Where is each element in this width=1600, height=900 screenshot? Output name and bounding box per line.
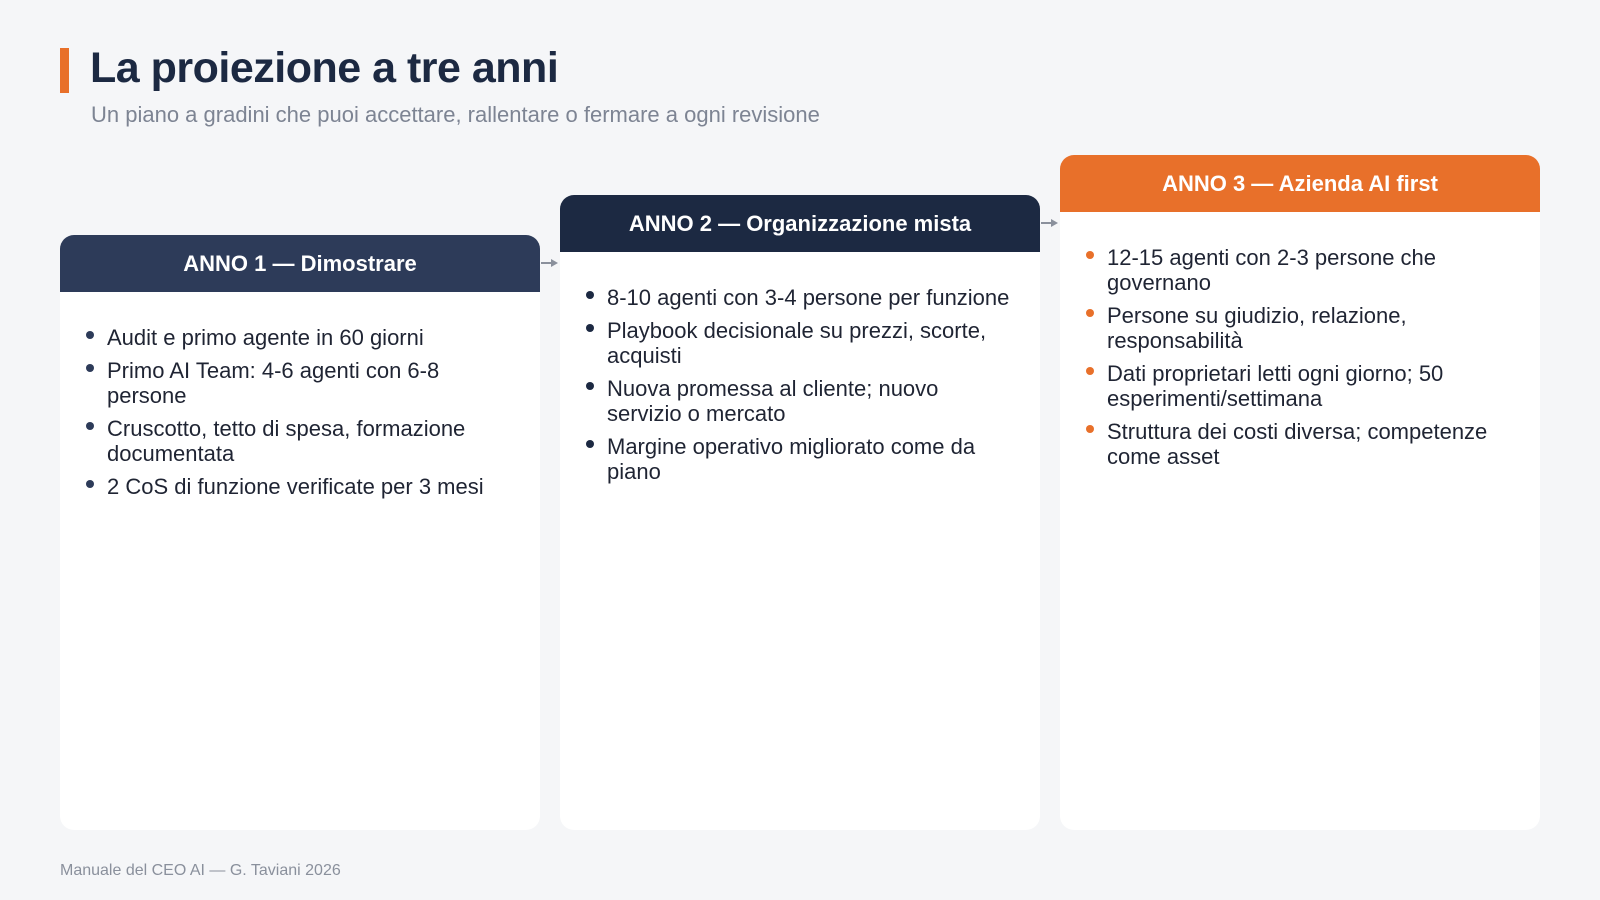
list-item: Playbook decisionale su prezzi, scorte, acquisti <box>607 318 1016 368</box>
list-item: Primo AI Team: 4-6 agenti con 6-8 persone <box>107 358 516 408</box>
year-1-list <box>60 292 540 499</box>
list-item: 8-10 agenti con 3-4 persone per funzione <box>607 285 1016 310</box>
bullet-icon <box>586 324 594 332</box>
list-item: Cruscotto, tetto di spesa, formazione documentata <box>107 416 516 466</box>
year-2-list <box>560 252 1040 484</box>
year-3-list <box>1060 212 1540 469</box>
list-item: Struttura dei costi diversa; competenze come asset <box>1107 419 1516 469</box>
bullet-icon <box>86 480 94 488</box>
page-subtitle: Un piano a gradini che puoi accettare, rallentare o fermare a ogni revisione <box>91 102 820 127</box>
arrow-right-icon <box>1041 218 1059 228</box>
year-1-card <box>60 235 540 830</box>
footer-credit: Manuale del CEO AI — G. Taviani 2026 <box>60 862 341 879</box>
list-item: Nuova promessa al cliente; nuovo servizio o mercato <box>607 376 1016 426</box>
title-accent-bar <box>60 48 69 93</box>
bullet-icon <box>586 382 594 390</box>
bullet-icon <box>86 422 94 430</box>
list-item: Dati proprietari letti ogni giorno; 50 esperimenti/settimana <box>1107 361 1516 411</box>
list-item: Audit e primo agente in 60 giorni <box>107 325 516 350</box>
bullet-icon <box>1086 425 1094 433</box>
bullet-icon <box>1086 309 1094 317</box>
page-title: La proiezione a tre anni <box>90 44 559 92</box>
year-1-title: ANNO 1 — Dimostrare <box>183 250 417 276</box>
year-2-title: ANNO 2 — Organizzazione mista <box>628 210 972 236</box>
year-1-header <box>60 235 540 292</box>
bullet-icon <box>86 331 94 339</box>
list-item: Margine operativo migliorato come da piano <box>607 434 1016 484</box>
year-3-card <box>1060 155 1540 830</box>
arrow-right-icon <box>541 258 559 268</box>
bullet-icon <box>1086 251 1094 259</box>
bullet-icon <box>1086 367 1094 375</box>
list-item: 2 CoS di funzione verificate per 3 mesi <box>107 474 516 499</box>
list-item: Persone su giudizio, relazione, responsabilità <box>1107 303 1516 353</box>
list-item: 12-15 agenti con 2-3 persone che governano <box>1107 245 1516 295</box>
bullet-icon <box>586 291 594 299</box>
year-2-header <box>560 195 1040 252</box>
bullet-icon <box>86 364 94 372</box>
bullet-icon <box>586 440 594 448</box>
year-3-header <box>1060 155 1540 212</box>
year-3-title: ANNO 3 — Azienda AI first <box>1162 170 1438 196</box>
year-2-card <box>560 195 1040 830</box>
